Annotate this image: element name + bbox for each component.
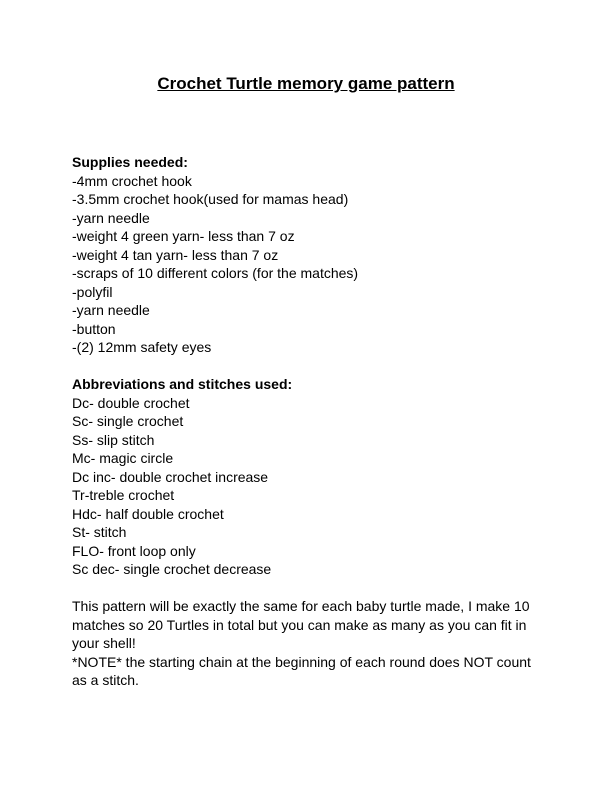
abbreviation-item: Sc- single crochet [72, 413, 184, 429]
abbreviation-item: Tr-treble crochet [72, 487, 175, 503]
abbreviation-item: Mc- magic circle [72, 450, 174, 466]
supply-item: -4mm crochet hook [72, 172, 192, 189]
supply-item: -3.5mm crochet hook(used for mamas head) [72, 191, 349, 207]
document-title: Crochet Turtle memory game pattern [157, 74, 455, 93]
supply-item: -scraps of 10 different colors (for the matches) [72, 265, 359, 281]
abbreviation-item: Ss- slip stitch [72, 431, 155, 448]
abbreviation-item: Dc- double crochet [72, 394, 190, 411]
intro-paragraph: This pattern will be exactly the same for each baby turtle made, I make 10 matches so 20 Turtles in total but you can make as many as you can fit in your shell! [72, 598, 530, 651]
supply-item: -yarn needle [72, 209, 150, 226]
abbreviation-item: Hdc- half double crochet [72, 505, 224, 522]
abbreviation-item: Dc inc- double crochet increase [72, 468, 269, 485]
supply-item: -button [72, 320, 116, 337]
abbreviation-item: FLO- front loop only [72, 542, 196, 559]
supply-item: -polyfil [72, 283, 113, 300]
supply-item: -yarn needle [72, 302, 150, 318]
supplies-heading: Supplies needed: [72, 154, 188, 170]
abbreviations-heading: Abbreviations and stitches used: [72, 376, 293, 392]
supply-item: -weight 4 tan yarn- less than 7 oz [72, 246, 279, 263]
supplies-list [72, 172, 542, 357]
section-spacer [72, 579, 542, 598]
section-spacer [72, 357, 542, 376]
note-paragraph: *NOTE* the starting chain at the beginning of each round does NOT count as a stitch. [72, 653, 531, 688]
supply-item: -(2) 12mm safety eyes [72, 339, 212, 355]
supply-item: -weight 4 green yarn- less than 7 oz [72, 228, 295, 244]
abbreviation-item: Sc dec- single crochet decrease [72, 561, 272, 577]
document-body [72, 153, 542, 690]
abbreviations-list [72, 394, 542, 579]
abbreviation-item: St- stitch [72, 524, 127, 540]
